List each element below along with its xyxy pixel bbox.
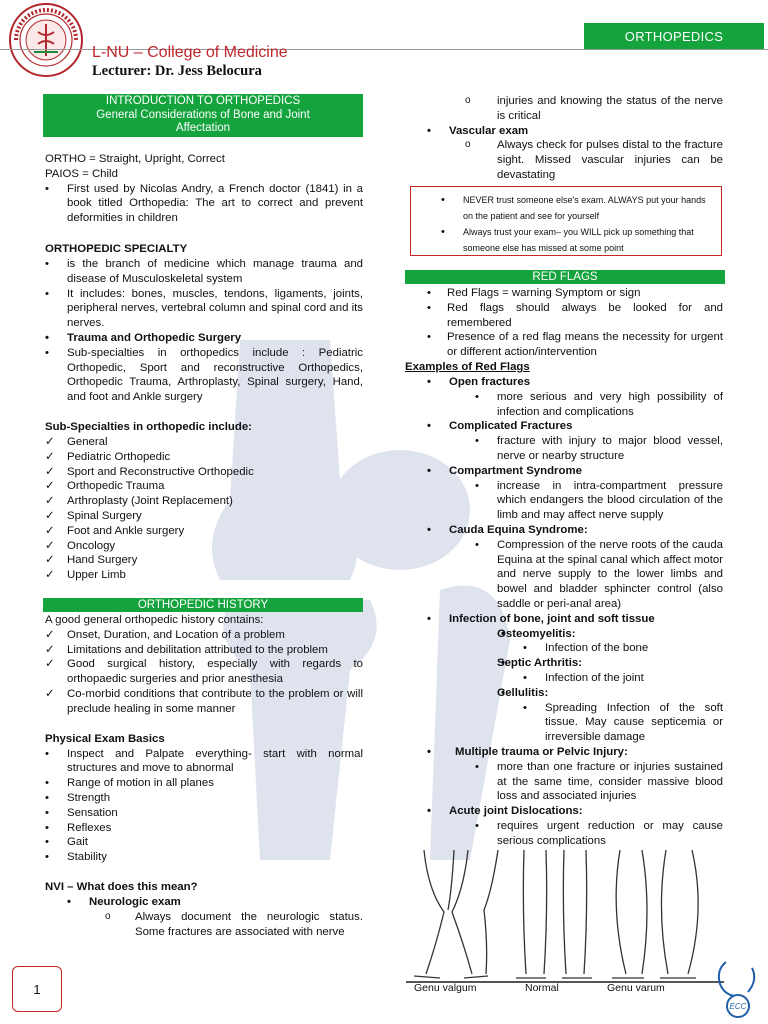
list-item: ✓ Pediatric Orthopedic xyxy=(23,450,363,465)
list-item: • Inspect and Palpate everything- start with normal structures and move to abnormal xyxy=(23,747,363,777)
list-item: • Range of motion in all planes xyxy=(23,776,363,791)
list-item: • Stability xyxy=(23,850,363,865)
page-number: 1 xyxy=(12,966,62,1012)
cellulitis-text: • Spreading Infection of the soft tissue. May cause septicemia or irreversible damage xyxy=(405,701,723,745)
list-item: ✓ Co-morbid conditions that contribute to the problem or will preclude healing in some manner xyxy=(23,687,363,717)
list-item: ✓ Sport and Reconstructive Orthopedic xyxy=(23,465,363,480)
complicated-fractures-text: • fracture with injury to major blood vessel, nerve or nearby structure xyxy=(405,434,723,464)
exam-list xyxy=(23,747,363,865)
list-item: ✓ Upper Limb xyxy=(23,568,363,583)
intro-subtitle-2: Affectation xyxy=(175,122,231,134)
paios-definition: PAIOS = Child xyxy=(45,167,118,180)
stethoscope-badge-icon xyxy=(712,958,760,1018)
list-item: ✓ Oncology xyxy=(23,539,363,554)
nvi-heading: NVI – What does this mean? xyxy=(45,880,198,893)
list-item: ✓ Hand Surgery xyxy=(23,553,363,568)
list-item: ✓ Foot and Ankle surgery xyxy=(23,524,363,539)
andry-note: • First used by Nicolas Andry, a French doctor (1841) in a book titled Orthopedia: The art to correct and prevent deformities in children xyxy=(23,182,363,226)
intro-subtitle-1: General Considerations of Bone and Joint xyxy=(96,108,310,121)
subspecialty-summary: • Sub-specialties in orthopedics include : Pediatric Orthopedic, Sport and reconstructive Orthopedics, Orthopedic Trauma, Arthroplasty, Spinal surgery, Hand, and foot and Ankle surgery xyxy=(23,346,363,405)
redflag-item: • Presence of a red flag means the necessity for urgent or different action/intervention xyxy=(405,330,723,360)
trauma-surgery-item: • Trauma and Orthopedic Surgery xyxy=(23,331,363,346)
right-column-redflags xyxy=(405,286,723,848)
septic-arthritis-item: • Septic Arthritis: xyxy=(405,656,723,671)
badge-text: ECC xyxy=(729,1002,747,1011)
history-section-bar: ORTHOPEDIC HISTORY xyxy=(43,598,363,612)
college-name: L-NU – College of Medicine xyxy=(92,44,288,61)
caption-normal: Normal xyxy=(525,982,559,994)
intro-section-bar xyxy=(43,94,363,137)
subspecialties-heading: Sub-Specialties in orthopedic include: xyxy=(45,420,252,433)
redflag-item: • Red flags should always be looked for and remembered xyxy=(405,301,723,331)
genu-alignment-figure xyxy=(406,850,724,996)
list-item: ✓ Onset, Duration, and Location of a problem xyxy=(23,628,363,643)
university-seal-logo xyxy=(8,2,84,78)
joint-dislocation-text: • requires urgent reduction or may cause serious complications xyxy=(405,819,723,849)
open-fractures-item: • Open fractures xyxy=(405,375,723,390)
compartment-syndrome-text: • increase in intra-compartment pressure which endangers the blood circulation of the limb and may affect nerve supply xyxy=(405,479,723,523)
osteomyelitis-item: • Osteomyelitis: xyxy=(405,627,723,642)
septic-arthritis-text: • Infection of the joint xyxy=(405,671,723,686)
list-item: ✓ Good surgical history, especially with regards to orthopaedic surgeries and prior anesthesia xyxy=(23,657,363,687)
intro-title: INTRODUCTION TO ORTHOPEDICS xyxy=(105,95,301,107)
open-fractures-text: • more serious and very high possibility of infection and complications xyxy=(405,390,723,420)
multiple-trauma-item: • Multiple trauma or Pelvic Injury: xyxy=(405,745,723,760)
compartment-syndrome-item: • Compartment Syndrome xyxy=(405,464,723,479)
list-item: • Gait xyxy=(23,835,363,850)
list-item: ✓ General xyxy=(23,435,363,450)
infection-item: • Infection of bone, joint and soft tissue xyxy=(405,612,723,627)
history-list xyxy=(23,628,363,717)
lecturer-name: Lecturer: Dr. Jess Belocura xyxy=(92,63,262,79)
subspecialties-list xyxy=(23,435,363,583)
list-item: • Strength xyxy=(23,791,363,806)
list-item: ✓ Limitations and debilitation attributed to the problem xyxy=(23,643,363,658)
examples-heading: Examples of Red Flags xyxy=(405,360,530,373)
osteomyelitis-text: • Infection of the bone xyxy=(405,641,723,656)
left-column xyxy=(45,152,363,583)
left-column-lower xyxy=(45,613,363,939)
exam-heading: Physical Exam Basics xyxy=(45,732,165,745)
cauda-equina-text: • Compression of the nerve roots of the cauda Equina at the spinal canal which affect motor and nerve supply to the lower limbs and bowel and bladder sphincter control (also saddle or peri-anal area) xyxy=(405,538,723,612)
neurologic-exam-continued: o injuries and knowing the status of the nerve is critical xyxy=(405,94,723,124)
specialty-heading: ORTHOPEDIC SPECIALTY xyxy=(45,242,188,255)
neurologic-exam-item: • Neurologic exam xyxy=(45,895,363,910)
multiple-trauma-text: • more than one fracture or injuries sustained at the same time, consider massive blood loss and associated injuries xyxy=(405,760,723,804)
history-intro: A good general orthopedic history contains: xyxy=(45,614,264,626)
vascular-exam-text: o Always check for pulses distal to the fracture sight. Missed vascular injuries can be devastating xyxy=(405,138,723,182)
joint-dislocation-item: • Acute joint Dislocations: xyxy=(405,804,723,819)
list-item: • Sensation xyxy=(23,806,363,821)
warning-item: • Always trust your exam– you WILL pick up something that someone else has missed at some point xyxy=(411,224,721,256)
list-item: ✓ Orthopedic Trauma xyxy=(23,479,363,494)
list-item: • Reflexes xyxy=(23,821,363,836)
complicated-fractures-item: • Complicated Fractures xyxy=(405,419,723,434)
cauda-equina-item: • Cauda Equina Syndrome: xyxy=(405,523,723,538)
caption-genu-valgum: Genu valgum xyxy=(414,982,477,994)
caption-genu-varum: Genu varum xyxy=(607,982,665,994)
neurologic-exam-text: o Always document the neurologic status. Some fractures are associated with nerve xyxy=(45,910,363,940)
vascular-exam-item: • Vascular exam xyxy=(405,124,723,139)
warning-item: • NEVER trust someone else's exam. ALWAYS put your hands on the patient and see for yourself xyxy=(411,192,721,224)
redflags-section-bar: RED FLAGS xyxy=(405,270,725,284)
specialty-item: • It includes: bones, muscles, tendons, ligaments, joints, peripheral nerves, vertebral column and spinal cord and its nerves. xyxy=(23,287,363,331)
ortho-definition: ORTHO = Straight, Upright, Correct xyxy=(45,153,225,165)
subject-tag: ORTHOPEDICS xyxy=(584,23,764,49)
warning-box xyxy=(410,186,722,256)
specialty-item: • is the branch of medicine which manage trauma and disease of Musculoskeletal system xyxy=(23,257,363,287)
redflag-item: • Red Flags = warning Symptom or sign xyxy=(405,286,723,301)
list-item: ✓ Spinal Surgery xyxy=(23,509,363,524)
right-column-top xyxy=(405,94,723,183)
list-item: ✓ Arthroplasty (Joint Replacement) xyxy=(23,494,363,509)
cellulitis-item: • Cellulitis: xyxy=(405,686,723,701)
